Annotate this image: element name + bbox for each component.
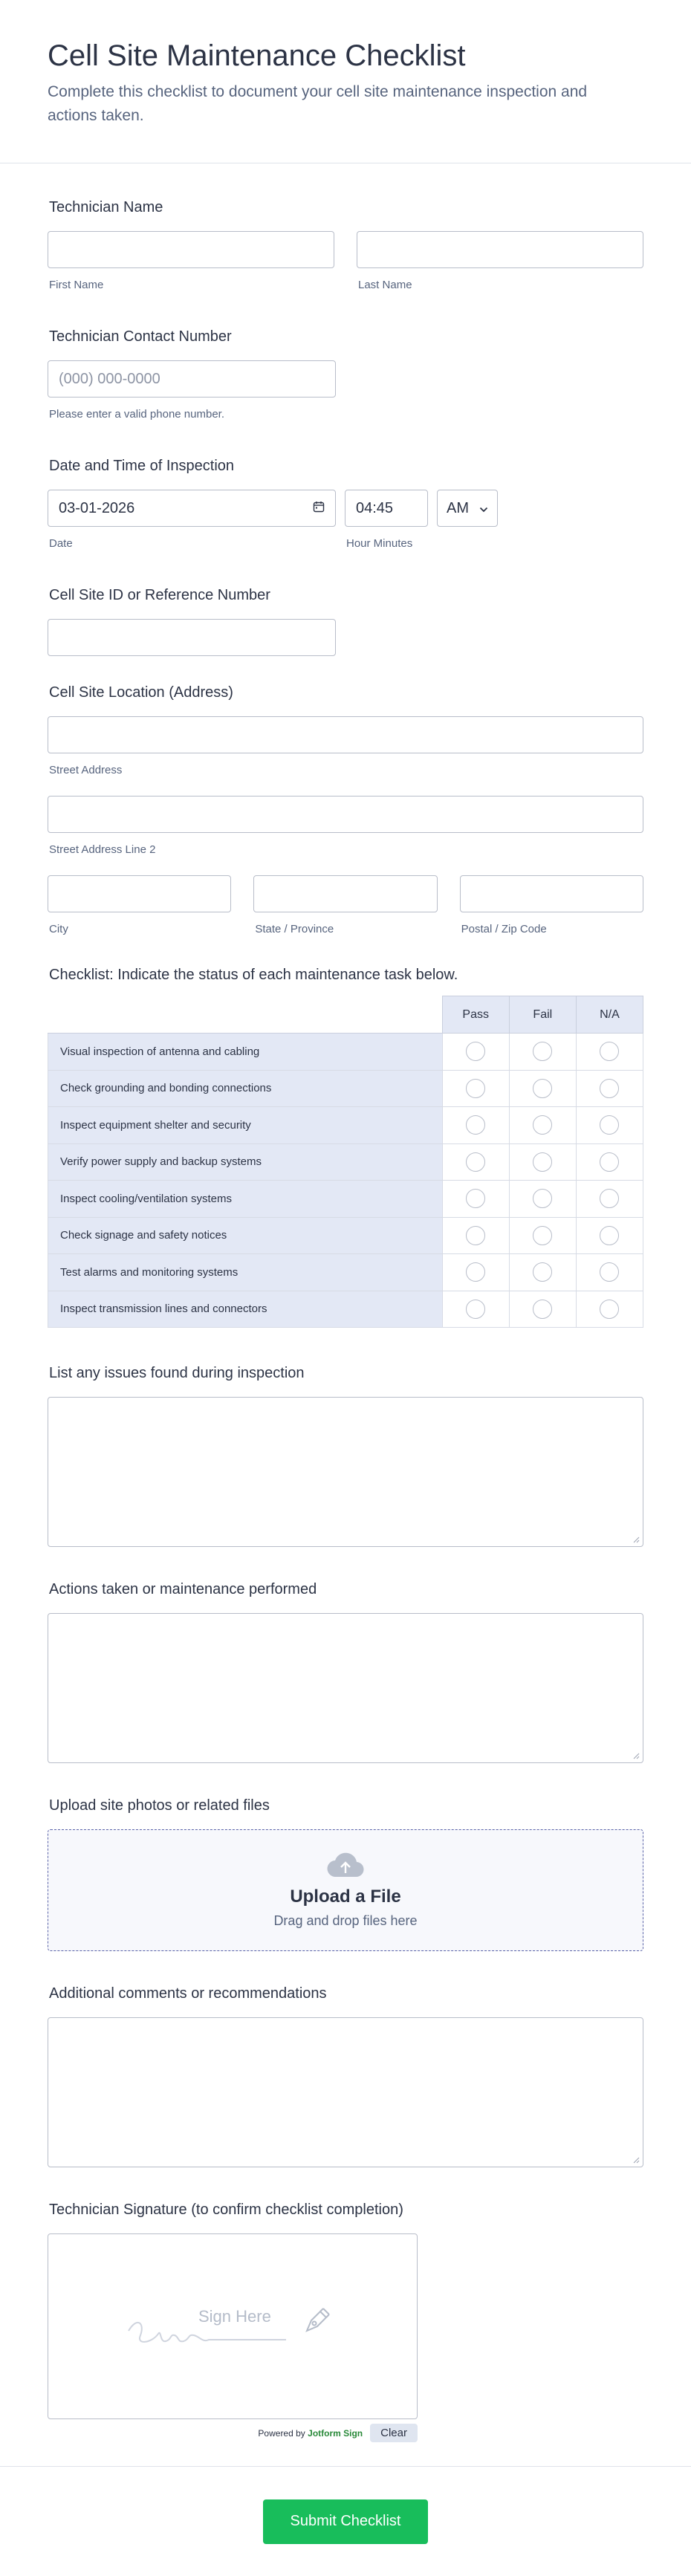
phone-sublabel: Please enter a valid phone number. xyxy=(49,408,224,421)
radio-fail[interactable] xyxy=(533,1152,552,1172)
matrix-header-pass: Pass xyxy=(442,996,509,1034)
radio-na[interactable] xyxy=(600,1152,619,1172)
date-input[interactable] xyxy=(48,490,336,527)
matrix-cell-pass xyxy=(442,1143,509,1181)
matrix-cell-na xyxy=(576,1181,643,1218)
table-row xyxy=(48,1070,643,1107)
radio-pass[interactable] xyxy=(466,1226,485,1245)
first-name-input[interactable] xyxy=(48,231,334,268)
radio-fail[interactable] xyxy=(533,1115,552,1135)
radio-na[interactable] xyxy=(600,1262,619,1282)
resize-handle-icon[interactable] xyxy=(632,1536,640,1543)
pen-nib-icon xyxy=(301,2304,334,2340)
radio-pass[interactable] xyxy=(466,1189,485,1208)
form-content xyxy=(0,199,691,2442)
datetime-field xyxy=(48,458,643,550)
matrix-cell-fail xyxy=(509,1181,576,1218)
radio-fail[interactable] xyxy=(533,1079,552,1098)
issues-textarea[interactable] xyxy=(48,1397,643,1547)
street-address-sublabel: Street Address xyxy=(49,764,123,776)
powered-prefix: Powered by xyxy=(258,2427,305,2439)
resize-handle-icon[interactable] xyxy=(632,2156,640,2164)
radio-na[interactable] xyxy=(600,1115,619,1135)
radio-pass[interactable] xyxy=(466,1152,485,1172)
matrix-header-na: N/A xyxy=(576,996,643,1034)
checklist-field xyxy=(48,967,643,1328)
form-header xyxy=(0,0,691,163)
site-id-label: Cell Site ID or Reference Number xyxy=(49,587,270,603)
calendar-icon[interactable] xyxy=(313,500,325,517)
table-row xyxy=(48,1217,643,1254)
checklist-task-label: Inspect cooling/ventilation systems xyxy=(48,1181,443,1218)
last-name-input[interactable] xyxy=(357,231,643,268)
matrix-cell-pass xyxy=(442,1217,509,1254)
city-input[interactable] xyxy=(48,875,231,912)
site-id-field xyxy=(48,587,643,656)
form-footer xyxy=(0,2466,691,2576)
matrix-cell-na xyxy=(576,1291,643,1328)
matrix-cell-na xyxy=(576,1107,643,1144)
checklist-task-label: Inspect transmission lines and connectors xyxy=(48,1291,443,1328)
state-input[interactable] xyxy=(253,875,437,912)
location-label: Cell Site Location (Address) xyxy=(49,684,233,701)
comments-field xyxy=(48,1985,643,2167)
matrix-corner xyxy=(48,996,443,1034)
checklist-task-label: Inspect equipment shelter and security xyxy=(48,1107,443,1144)
actions-textarea[interactable] xyxy=(48,1613,643,1763)
matrix-cell-fail xyxy=(509,1034,576,1071)
radio-na[interactable] xyxy=(600,1042,619,1061)
radio-fail[interactable] xyxy=(533,1300,552,1319)
zip-input[interactable] xyxy=(460,875,643,912)
comments-textarea[interactable] xyxy=(48,2017,643,2167)
matrix-cell-na xyxy=(576,1254,643,1291)
resize-handle-icon[interactable] xyxy=(632,1752,640,1759)
issues-label: List any issues found during inspection xyxy=(49,1365,305,1381)
issues-field xyxy=(48,1365,643,1547)
signature-placeholder: Sign Here xyxy=(198,2307,271,2326)
checklist-task-label: Verify power supply and backup systems xyxy=(48,1143,443,1181)
radio-pass[interactable] xyxy=(466,1262,485,1282)
table-row xyxy=(48,1291,643,1328)
submit-button[interactable]: Submit Checklist xyxy=(263,2499,428,2544)
matrix-cell-na xyxy=(576,1070,643,1107)
matrix-cell-na xyxy=(576,1034,643,1071)
checklist-task-label: Check grounding and bonding connections xyxy=(48,1070,443,1107)
street-address-line2-sublabel: Street Address Line 2 xyxy=(49,843,156,856)
date-sublabel: Date xyxy=(49,537,73,550)
powered-by xyxy=(258,2428,363,2439)
chevron-down-icon xyxy=(479,500,488,517)
table-row xyxy=(48,1254,643,1291)
checklist-matrix xyxy=(48,996,643,1328)
matrix-cell-pass xyxy=(442,1291,509,1328)
last-name-sublabel: Last Name xyxy=(358,279,412,291)
upload-title: Upload a File xyxy=(290,1886,401,1907)
contact-label: Technician Contact Number xyxy=(49,328,232,345)
radio-fail[interactable] xyxy=(533,1226,552,1245)
street-address-input[interactable] xyxy=(48,716,643,753)
radio-na[interactable] xyxy=(600,1189,619,1208)
time-value: 04:45 xyxy=(356,499,394,516)
matrix-cell-fail xyxy=(509,1254,576,1291)
zip-sublabel: Postal / Zip Code xyxy=(461,923,547,935)
page-title: Cell Site Maintenance Checklist xyxy=(48,39,466,72)
phone-placeholder: (000) 000-0000 xyxy=(59,370,160,387)
matrix-cell-fail xyxy=(509,1217,576,1254)
radio-pass[interactable] xyxy=(466,1115,485,1135)
city-sublabel: City xyxy=(49,923,68,935)
phone-input[interactable] xyxy=(48,360,336,398)
contact-field xyxy=(48,328,643,421)
table-row xyxy=(48,1107,643,1144)
table-row xyxy=(48,1143,643,1181)
jotform-sign-link[interactable]: Jotform Sign xyxy=(308,2427,363,2439)
page-description: Complete this checklist to document your cell site maintenance inspection and actions taken. xyxy=(48,83,588,124)
ampm-select[interactable] xyxy=(437,490,498,527)
checklist-label: Checklist: Indicate the status of each maintenance task below. xyxy=(49,967,458,983)
matrix-cell-fail xyxy=(509,1107,576,1144)
date-value: 03-01-2026 xyxy=(59,499,135,516)
radio-na[interactable] xyxy=(600,1226,619,1245)
upload-label: Upload site photos or related files xyxy=(49,1797,270,1814)
radio-fail[interactable] xyxy=(533,1262,552,1282)
radio-fail[interactable] xyxy=(533,1042,552,1061)
matrix-header-fail: Fail xyxy=(509,996,576,1034)
radio-na[interactable] xyxy=(600,1079,619,1098)
time-sublabel: Hour Minutes xyxy=(346,537,413,550)
table-row xyxy=(48,1034,643,1071)
actions-label: Actions taken or maintenance performed xyxy=(49,1581,317,1597)
matrix-cell-na xyxy=(576,1143,643,1181)
matrix-cell-fail xyxy=(509,1143,576,1181)
matrix-cell-pass xyxy=(442,1070,509,1107)
radio-pass[interactable] xyxy=(466,1042,485,1061)
matrix-cell-pass xyxy=(442,1107,509,1144)
clear-signature-button[interactable]: Clear xyxy=(370,2424,418,2442)
checklist-task-label: Test alarms and monitoring systems xyxy=(48,1254,443,1291)
file-upload-dropzone[interactable] xyxy=(48,1829,643,1951)
matrix-cell-pass xyxy=(442,1181,509,1218)
matrix-cell-fail xyxy=(509,1070,576,1107)
site-id-input[interactable] xyxy=(48,619,336,656)
ampm-value: AM xyxy=(447,499,469,516)
time-input[interactable] xyxy=(345,490,428,527)
matrix-cell-fail xyxy=(509,1291,576,1328)
checklist-task-label: Visual inspection of antenna and cabling xyxy=(48,1034,443,1071)
radio-na[interactable] xyxy=(600,1300,619,1319)
cloud-upload-icon xyxy=(326,1852,365,1882)
signature-field xyxy=(48,2202,643,2442)
checklist-task-label: Check signage and safety notices xyxy=(48,1217,443,1254)
signature-footer xyxy=(48,2424,418,2442)
signature-label: Technician Signature (to confirm checklist completion) xyxy=(49,2202,403,2218)
radio-pass[interactable] xyxy=(466,1079,485,1098)
first-name-sublabel: First Name xyxy=(49,279,104,291)
datetime-label: Date and Time of Inspection xyxy=(49,458,235,474)
state-sublabel: State / Province xyxy=(255,923,334,935)
signature-pad[interactable] xyxy=(48,2233,418,2419)
matrix-cell-pass xyxy=(442,1034,509,1071)
matrix-cell-pass xyxy=(442,1254,509,1291)
radio-fail[interactable] xyxy=(533,1189,552,1208)
table-row xyxy=(48,1181,643,1218)
matrix-cell-na xyxy=(576,1217,643,1254)
upload-field xyxy=(48,1797,643,1951)
radio-pass[interactable] xyxy=(466,1300,485,1319)
upload-subtitle: Drag and drop files here xyxy=(273,1913,418,1928)
comments-label: Additional comments or recommendations xyxy=(49,1985,327,2002)
location-field xyxy=(48,684,643,935)
street-address-line2-input[interactable] xyxy=(48,796,643,833)
actions-field xyxy=(48,1581,643,1763)
technician-name-label: Technician Name xyxy=(49,199,163,215)
technician-name-field xyxy=(48,199,643,291)
